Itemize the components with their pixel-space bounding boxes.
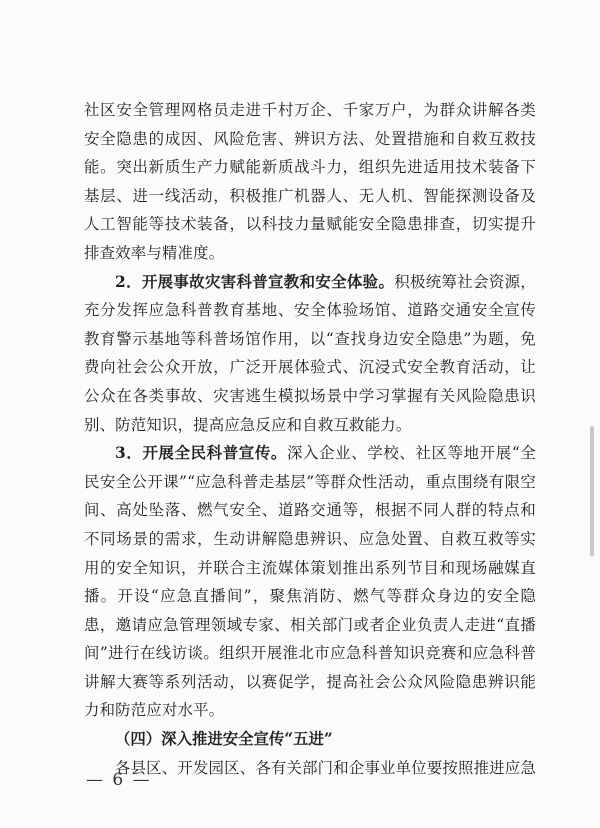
- paragraph-text: 深入企业、学校、社区等地开展“全民安全公开课”“应急科普走基层”等群众性活动，重点围绕有限空间、高处坠落、燃气安全、道路交通等，根据不同人群的特点和不同场景的需求，生动讲解隐患辨识、应急处置、自救互救等实用的安全知识，并联合主流媒体策划推出系列节目和现场融媒直播。开设“应急直播间”，聚焦消防、燃气等群众身边的安全隐患，邀请应急管理领域专家、相关部门或者企业负责人走进“直播间”进行在线访谈。组织开展淮北市应急科普知识竞赛和应急科普讲解大赛等系列活动，以赛促学，提高社会公众风险隐患辨识能力和防范应对水平。: [84, 444, 536, 720]
- document-body: [84, 96, 536, 782]
- section-heading: （四）深入推进安全宣传“五进”: [115, 730, 333, 749]
- paragraph-lead-title: 3．开展全民科普宣传。: [115, 444, 287, 463]
- page-number: — 6 —: [86, 770, 152, 790]
- paragraph-text: 积极统筹社会资源，充分发挥应急科普教育基地、安全体验场馆、道路交通安全宣传教育警示基地等科普场馆作用，以“查找身边安全隐患”为题，免费向社会公众开放，广泛开展体验式、沉浸式安全教育活动，让公众在各类事故、灾害逃生模拟场景中学习掌握有关风险隐患识别、防范知识，提高应急反应和自救互救能力。: [84, 272, 536, 434]
- paragraph-continuation: 社区安全管理网格员走进千村万企、千家万户，为群众讲解各类安全隐患的成因、风险危害、辨识方法、处置措施和自救互救技能。突出新质生产力赋能新质战斗力，组织先进适用技术装备下基层、进一线活动，积极推广机器人、无人机、智能探测设备及人工智能等技术装备，以科技力量赋能安全隐患排查，切实提升排查效率与精准度。: [84, 101, 536, 262]
- paragraph-safety-experience: [84, 268, 536, 440]
- paragraph-next: 各县区、开发园区、各有关部门和企事业单位要按照推进应急: [115, 758, 536, 777]
- paragraph-lead-title: 2．开展事故灾害科普宣教和安全体验。: [115, 272, 395, 291]
- paragraph-public-science: [84, 439, 536, 725]
- scrollbar-thumb[interactable]: [590, 426, 594, 556]
